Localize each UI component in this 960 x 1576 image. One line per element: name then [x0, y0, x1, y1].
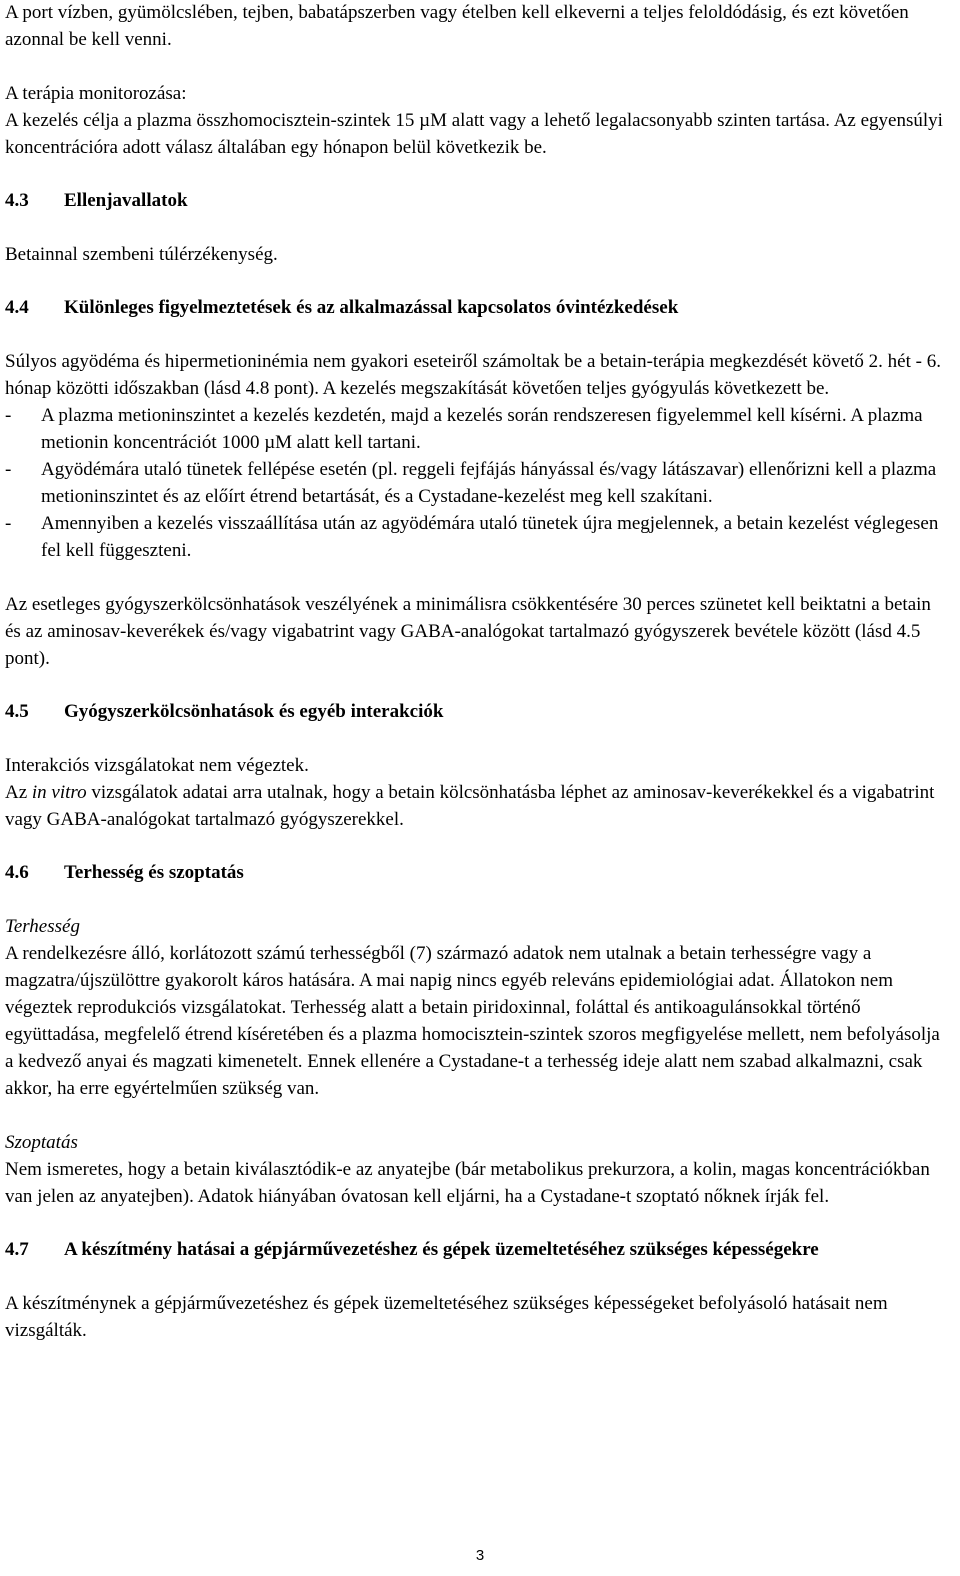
section-number: 4.7 — [5, 1239, 29, 1260]
section-title: Különleges figyelmeztetések és az alkalmazással kapcsolatos óvintézkedések — [64, 297, 679, 318]
section-title: Gyógyszerkölcsönhatások és egyéb interakciók — [64, 701, 444, 722]
dash-text: Amennyiben a kezelés visszaállítása után az agyödémára utaló tünetek újra megjelennek, a betain kezelést véglegesen fel kell függeszteni. — [41, 513, 939, 561]
section-number: 4.4 — [5, 297, 29, 318]
document-page — [5, 0, 945, 1344]
dash-mark: - — [5, 459, 12, 480]
in-vitro-paragraph — [5, 779, 945, 833]
section-title: A készítmény hatásai a gépjárművezetéshez és gépek üzemeltetéséhez szükséges képességekre — [64, 1239, 819, 1260]
italic-term: in vitro — [31, 782, 87, 803]
section-4-3-heading — [5, 187, 945, 214]
page-number: 3 — [475, 1547, 485, 1564]
dash-mark: - — [5, 513, 12, 534]
interactions-text: Interakciós vizsgálatokat nem végeztek. — [5, 755, 309, 776]
dash-list-item — [5, 456, 945, 510]
pregnancy-subtitle: Terhesség — [5, 916, 80, 937]
section-4-7-heading — [5, 1236, 945, 1263]
section-number: 4.6 — [5, 862, 29, 883]
text-run: vizsgálatok adatai arra utalnak, hogy a betain kölcsönhatásba léphet az aminosav-keverékekkel és a vigabatrint vagy GABA-analógokat tartalmazó gyógyszerekkel. — [5, 782, 935, 830]
text-run: Az — [5, 782, 32, 803]
section-number: 4.5 — [5, 701, 29, 722]
pregnancy-text: A rendelkezésre álló, korlátozott számú terhességből (7) származó adatok nem utalnak a betain terhességre vagy a magzatra/újszülöttre gyakorolt káros hatására. A mai napig nincs egyéb releváns epidemiológiai adat. Állatokon nem végeztek reprodukciós vizsgálatokat. Terhesség alatt a betain piridoxinnal, foláttal és antikoagulánsokkal történő együttadása, megfelelő étrend kíséretében és a plazma homocisztein-szintek szoros megfigyelése mellett, nem befolyásolja a kedvező anyai és magzati kimenetelt. Ennek ellenére a Cystadane-t a terhesség ideje alatt nem szabad alkalmazni, csak akkor, ha erre egyértelműen szükség van. — [5, 943, 940, 1099]
breastfeeding-text: Nem ismeretes, hogy a betain kiválasztódik-e az anyatejbe (bár metabolikus prekurzora, a kolin, magas koncentrációkban van jelen az anyatejben). Adatok hiányában óvatosan kell eljárni, ha a Cystadane-t szoptató nőknek írják fel. — [5, 1159, 930, 1207]
interaction-risk-paragraph: Az esetleges gyógyszerkölcsönhatások veszélyének a minimálisra csökkentésére 30 perces szünetet kell beiktatni a betain és az aminosav-keverékek és/vagy vigabatrint vagy GABA-analógokat tartalmazó gyógyszerek bevétele között (lásd 4.5 pont). — [5, 594, 931, 669]
section-4-5-heading — [5, 698, 945, 725]
dash-text: Agyödémára utaló tünetek fellépése esetén (pl. reggeli fejfájás hányással és/vagy látászavar) ellenőrizni kell a plazma metioninszintet és az előírt étrend betartását, és a Cystadane-kezelést meg kell szakítani. — [41, 459, 937, 507]
section-4-4-heading — [5, 294, 945, 321]
breastfeeding-subtitle: Szoptatás — [5, 1132, 78, 1153]
section-number: 4.3 — [5, 190, 29, 211]
driving-text: A készítménynek a gépjárművezetéshez és gépek üzemeltetéséhez szükséges képességeket befolyásoló hatásait nem vizsgálták. — [5, 1293, 888, 1341]
dash-text: A plazma metioninszintet a kezelés kezdetén, majd a kezelés során rendszeresen figyelemmel kell kísérni. A plazma metionin koncentrációt 1000 µM alatt kell tartani. — [41, 405, 923, 453]
dash-list-item — [5, 510, 945, 564]
dash-mark: - — [5, 405, 12, 426]
warnings-paragraph: Súlyos agyödéma és hipermetioninémia nem gyakori eseteiről számoltak be a betain-terápia megkezdését követő 2. hét - 6. hónap közötti időszakban (lásd 4.8 pont). A kezelés megszakítását követően teljes gyógyulás következett be. — [5, 351, 941, 399]
monitoring-text: A kezelés célja a plazma összhomocisztein-szintek 15 µM alatt vagy a lehető legalacsonyabb szinten tartása. Az egyensúlyi koncentrációra adott válasz általában egy hónapon belül következik be. — [5, 110, 943, 158]
dash-list-item — [5, 402, 945, 456]
intro-paragraph: A port vízben, gyümölcslében, tejben, babatápszerben vagy ételben kell elkeverni a teljes feloldódásig, és ezt követően azonnal be kell venni. — [5, 2, 909, 50]
section-4-6-heading — [5, 859, 945, 886]
contraindication-text: Betainnal szembeni túlérzékenység. — [5, 244, 278, 265]
monitoring-title: A terápia monitorozása: — [5, 83, 187, 104]
section-title: Terhesség és szoptatás — [64, 862, 244, 883]
section-title: Ellenjavallatok — [64, 190, 188, 211]
